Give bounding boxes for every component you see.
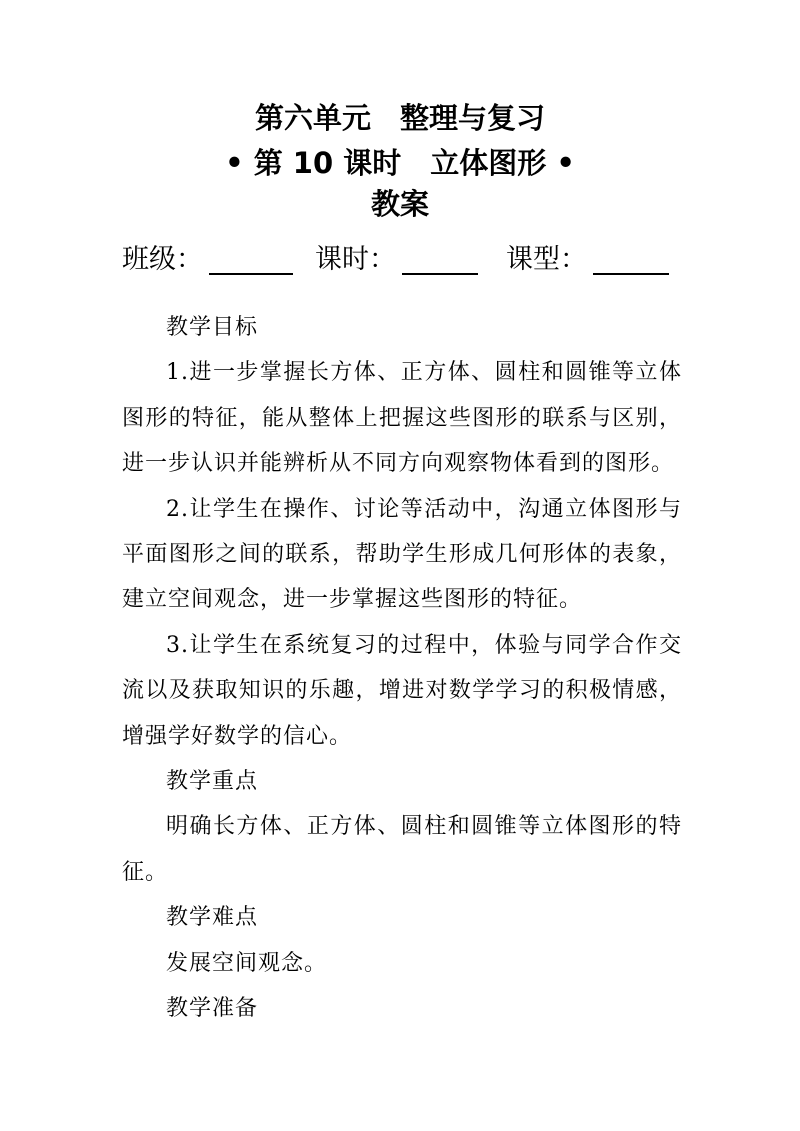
meta-line <box>122 240 669 280</box>
unit-title: 第六单元 整理与复习 <box>254 101 545 135</box>
class-label: 班级： <box>122 244 203 275</box>
key-points-text: 明确长方体、正方体、圆柱和圆锥等立体图形的特征。 <box>122 814 682 885</box>
key-points-heading: 教学重点 <box>166 769 259 795</box>
objective-2: 2.让学生在操作、讨论等活动中，沟通立体图形与平面图形之间的联系，帮助学生形成几何形体的表象，建立空间观念，进一步掌握这些图形的特征。 <box>122 496 682 613</box>
lesson-title: • 第 10 课时 立体图形 • <box>225 146 575 180</box>
class-blank <box>209 245 293 275</box>
period-label: 课时： <box>315 244 396 275</box>
preparation-heading: 教学准备 <box>166 996 259 1022</box>
objective-1: 1.进一步掌握长方体、正方体、圆柱和圆锥等立体图形的特征，能从整体上把握这些图形的联系与区别，进一步认识并能辨析从不同方向观察物体看到的图形。 <box>122 360 682 477</box>
type-blank <box>593 245 669 275</box>
period-blank <box>402 245 478 275</box>
type-label: 课型： <box>506 244 587 275</box>
difficulties-heading: 教学难点 <box>166 905 259 931</box>
lesson-body <box>122 305 682 1032</box>
doc-type-title: 教案 <box>370 187 429 221</box>
objective-3: 3.让学生在系统复习的过程中，体验与同学合作交流以及获取知识的乐趣，增进对数学学习的积极情感，增强学好数学的信心。 <box>122 632 682 749</box>
objectives-heading: 教学目标 <box>166 315 259 340</box>
difficulties-text: 发展空间观念。 <box>166 950 328 976</box>
